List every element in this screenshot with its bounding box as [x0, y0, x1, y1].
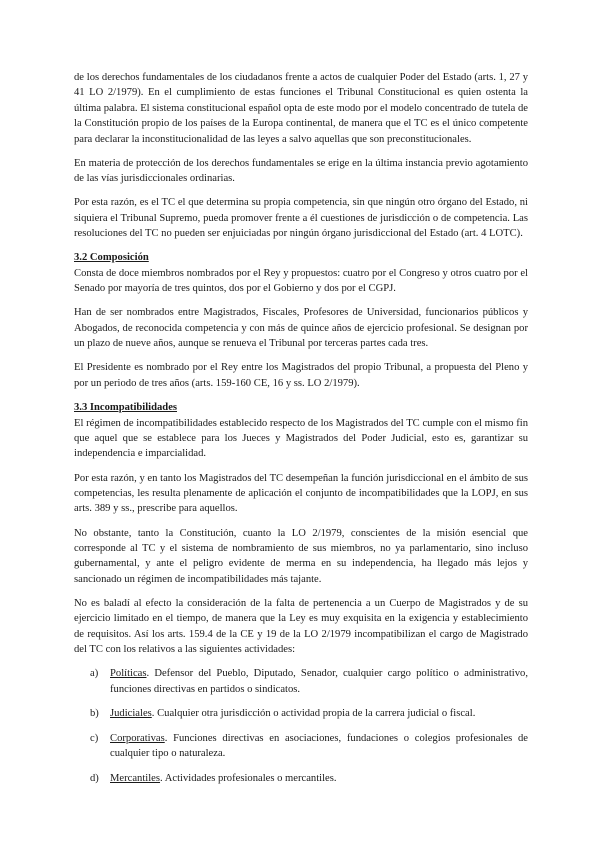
paragraph: de los derechos fundamentales de los ciudadanos frente a actos de cualquier Poder del Estado (arts. 1, 27 y 41 LO 2/1979). En el cumplimiento de estas funciones el Tribunal Constitucional es quien ostenta la última palabra. El sistema constitucional español opta de este modo por el modelo concentrado de tutela de la Constitución propio de los países de la Europa continental, de manera que el TC es el único competente para declarar la inconstitucionalidad de las leyes a salvo aquellas que son preconstitucionales.: [74, 72, 528, 145]
paragraph: El régimen de incompatibilidades establecido respecto de los Magistrados del TC cumple con el mismo fin que aquel que se establece para los Jueces y Magistrados del Poder Judicial, esto es, garantizar su independencia e imparcialidad.: [74, 417, 528, 460]
paragraph: No obstante, tanto la Constitución, cuanto la LO 2/1979, conscientes de la misión esencial que corresponde al TC y el sistema de nombramiento de sus miembros, no ya parlamentario, sino incluso gubernamental, y ante el peligro evidente de merma en su independencia, ha llegado más lejos y sancionado un régimen de incompatibilidades más tajante.: [74, 527, 528, 585]
list-item: [74, 706, 528, 721]
list-item-text: . Defensor del Pueblo, Diputado, Senador, cualquier cargo político o administrativo, funciones directivas en partidos o sindicatos.: [110, 668, 528, 695]
list-item: [74, 731, 528, 762]
paragraph: Han de ser nombrados entre Magistrados, Fiscales, Profesores de Universidad, funcionarios públicos y Abogados, de reconocida competencia y con más de quince años de ejercicio profesional. Se designan por un plazo de nueve años, aunque se renueva el Tribunal por terceras partes cada tres.: [74, 307, 528, 350]
list-item-term: Corporativas: [110, 732, 165, 744]
paragraph: En materia de protección de los derechos fundamentales se erige en la última instancia previo agotamiento de las vías jurisdiccionales ordinarias.: [74, 157, 528, 185]
list-item-term: Judiciales: [110, 708, 152, 720]
list-item: [74, 771, 528, 786]
document-page: [74, 70, 528, 796]
paragraph: Consta de doce miembros nombrados por el Rey y propuestos: cuatro por el Congreso y otros cuatro por el Senado por mayoría de tres quintos, dos por el Gobierno y dos por el CGPJ.: [74, 267, 528, 295]
paragraph: No es baladí al efecto la consideración de la falta de pertenencia a un Cuerpo de Magistrados y de su ejercicio limitado en el tiempo, de manera que la Ley es muy exquisita en la exigencia y establecimiento de requisitos. Así los arts. 159.4 de la CE y 19 de la LO 2/1979 incompatibilizan el cargo de Magistrado del TC con los relativos a las siguientes actividades:: [74, 597, 528, 656]
list-item-term: Políticas: [110, 668, 147, 680]
list-item-term: Mercantiles: [110, 772, 161, 784]
list-marker: c): [90, 732, 99, 744]
paragraph: Por esta razón, es el TC el que determina su propia competencia, sin que ningún otro órgano del Estado, ni siquiera el Tribunal Supremo, pueda promover frente a él cuestiones de jurisdicción o de competencia. Las resoluciones del TC no pueden ser enjuiciadas por ningún órgano jurisdiccional del Estado (art. 4 LOTC).: [74, 197, 528, 240]
section-heading-composicion: 3.2 Composición: [74, 252, 149, 264]
section-heading-incompatibilidades: 3.3 Incompatibilidades: [74, 402, 178, 414]
incompatibilities-list: [74, 666, 528, 786]
list-marker: b): [90, 708, 99, 720]
list-marker: d): [90, 772, 99, 784]
list-item: [74, 666, 528, 697]
list-item-text: . Actividades profesionales o mercantiles.: [160, 772, 337, 784]
paragraph: Por esta razón, y en tanto los Magistrados del TC desempeñan la función jurisdiccional en el ámbito de sus competencias, les resulta plenamente de aplicación el conjunto de incompatibilidades que la LOPJ, en sus arts. 389 y ss., prescribe para aquellos.: [74, 472, 528, 515]
paragraph: El Presidente es nombrado por el Rey entre los Magistrados del propio Tribunal, a propuesta del Pleno y por un periodo de tres años (arts. 159-160 CE, 16 y ss. LO 2/1979).: [74, 362, 528, 389]
list-item-text: . Funciones directivas en asociaciones, fundaciones o colegios profesionales de cualquier tipo o naturaleza.: [110, 732, 528, 760]
list-item-text: . Cualquier otra jurisdicción o actividad propia de la carrera judicial o fiscal.: [151, 708, 476, 720]
list-marker: a): [90, 668, 99, 680]
